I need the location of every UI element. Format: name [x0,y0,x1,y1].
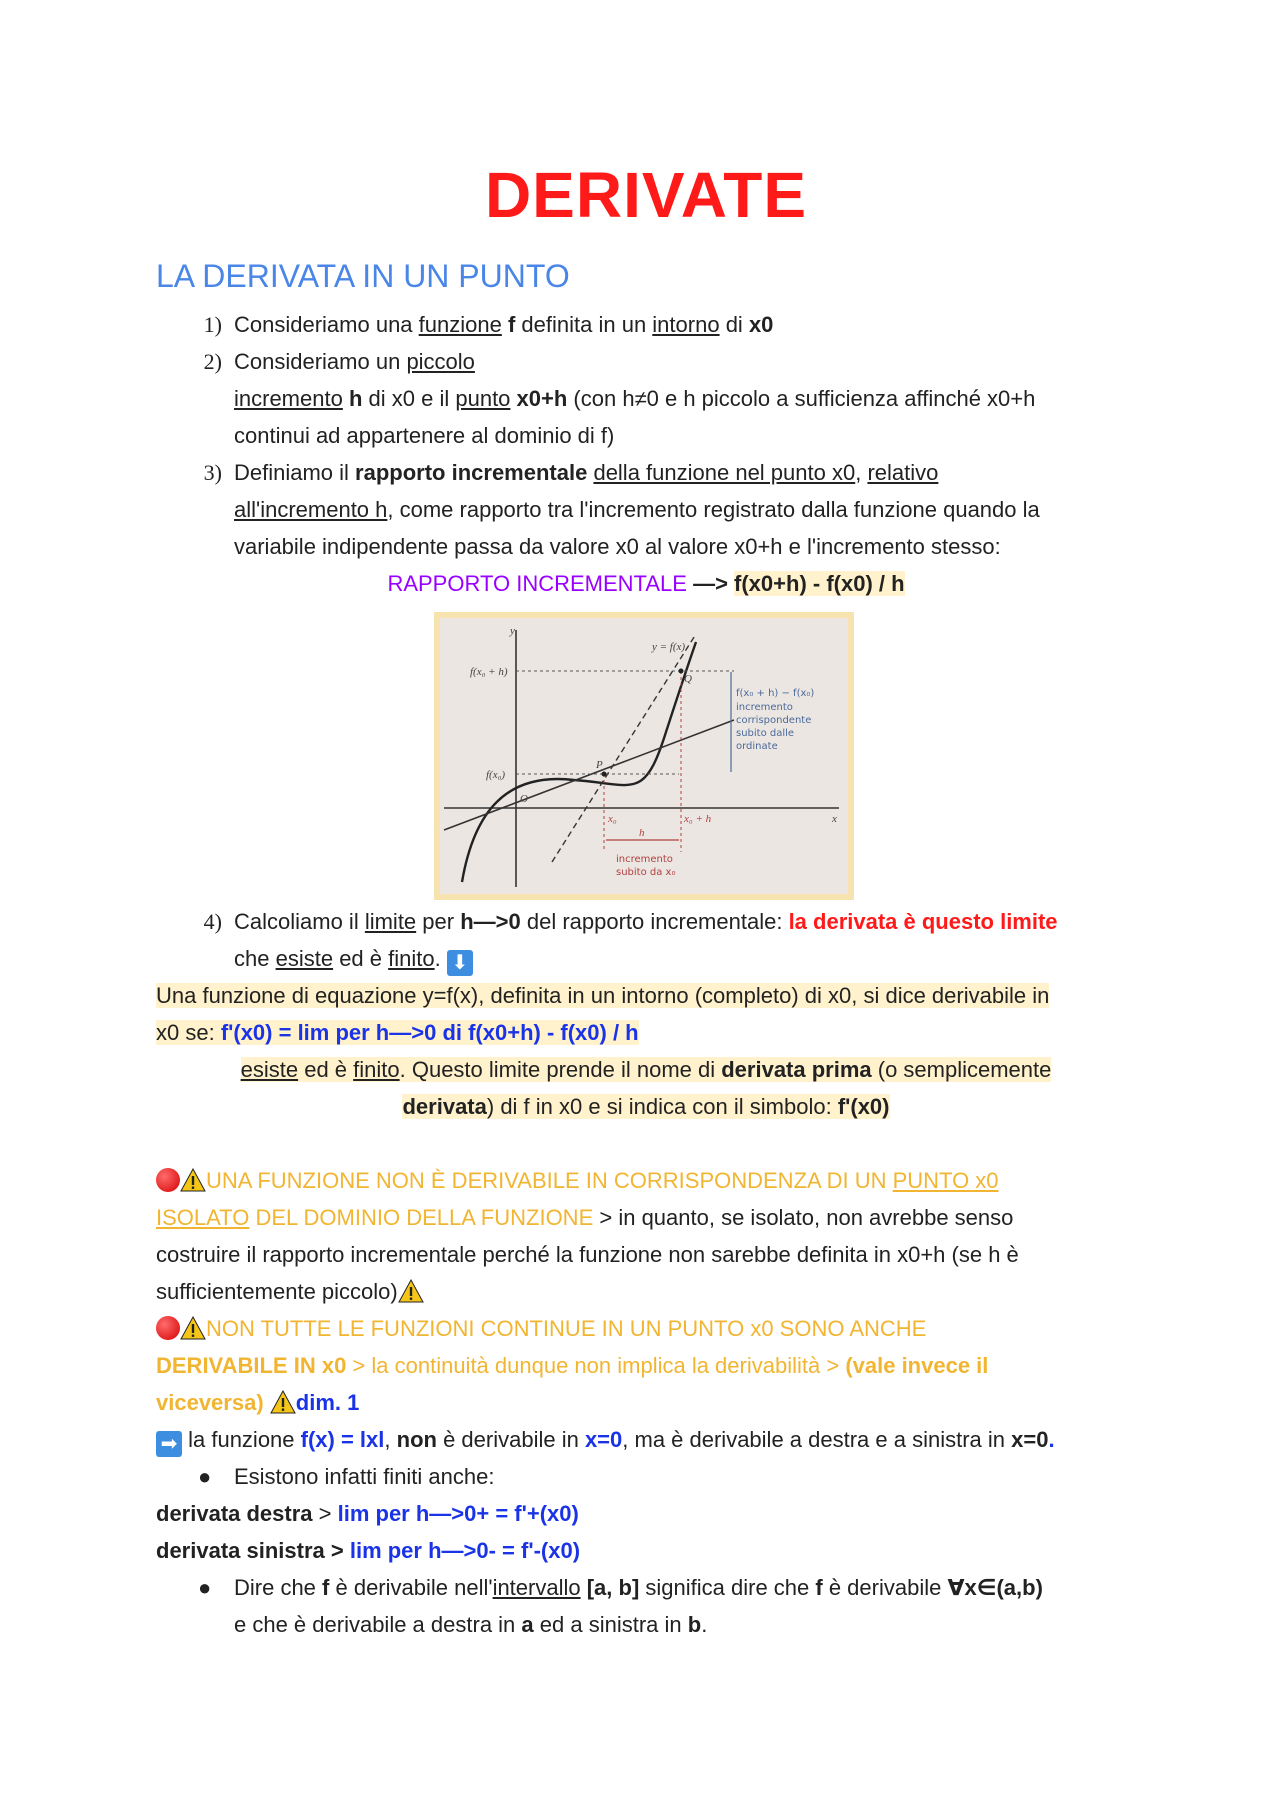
text: , come rapporto tra l'incremento registrato dalla funzione quando la [387,497,1040,522]
warning-icon [180,1168,206,1192]
text: f [815,1575,823,1600]
label-x: x [832,813,837,825]
text: > la continuità dunque non implica la derivabilità > [346,1353,846,1378]
text: derivata destra [156,1501,313,1526]
text: incremento [234,386,343,411]
text: intervallo [492,1575,581,1600]
warning-2-line-3 [156,1385,359,1421]
text: rapporto incrementale [355,460,588,485]
warning-1-line-4 [156,1274,424,1310]
text: finito [388,946,435,971]
label-fx0h: f(x₀ + h) [470,666,508,678]
formula-arrow: —> [686,571,735,596]
text: UNA FUNZIONE NON È DERIVABILE IN CORRISPONDENZA DI UN [206,1168,893,1193]
list-item-4 [234,904,1058,940]
warning-2-line-1 [156,1311,926,1347]
label-origin: O [520,793,528,805]
definition-line-4 [156,1089,1136,1125]
text: funzione [418,312,502,337]
text: lim per h—>0- = f'-(x0) [349,1538,581,1563]
text: è derivabile in [436,1427,585,1452]
warning-1-line-1 [156,1163,999,1199]
text: Definiamo il [234,460,356,485]
text: . [434,946,447,971]
text: del rapporto incrementale: [520,909,789,934]
text: che [234,946,276,971]
text: e che è derivabile a destra in [234,1612,522,1637]
text: finito [353,1057,400,1082]
text: è derivabile [822,1575,948,1600]
text: a [521,1612,534,1637]
text: Consideriamo un [234,349,407,374]
warning-1-line-2 [156,1200,1013,1236]
list-item-2-line-3: continui ad appartenere al dominio di f) [234,423,615,448]
text: x=0 [1011,1427,1049,1452]
text: per [416,909,461,934]
text: [a, b] [586,1575,640,1600]
text: ed è [333,946,389,971]
text: x=0 [584,1427,623,1452]
text: , [855,460,868,485]
red-circle-icon [156,1316,180,1340]
list-number: 3) [203,460,222,485]
warning-icon [180,1316,206,1340]
text: relativo [867,460,939,485]
text: ISOLATO [156,1205,250,1230]
label-increment-y-3: subito dalle [736,728,795,739]
text: b [687,1612,702,1637]
label-increment-y-1: incremento [736,702,793,713]
text: (con h≠0 e h piccolo a sufficienza affinché x0+h [567,386,1036,411]
warning-2-line-2 [156,1348,988,1384]
text: (o semplicemente [871,1057,1052,1082]
incremental-ratio-formula [156,566,1136,602]
text: di x0 e il [362,386,456,411]
text: dim. 1 [295,1390,360,1415]
text: derivata prima [721,1057,872,1082]
text: h—>0 [460,909,521,934]
label-q: Q [684,673,692,685]
formula-label: RAPPORTO INCREMENTALE [387,571,687,596]
text: non [396,1427,437,1452]
text: DEL DOMINIO DELLA FUNZIONE [249,1205,594,1230]
arrow-right-icon: ➡ [156,1431,182,1457]
list-item-4-line-2 [234,941,473,977]
text: limite [364,909,417,934]
right-derivative [156,1496,579,1532]
label-increment-y-0: f(x₀ + h) − f(x₀) [736,688,815,699]
text: > [593,1205,619,1230]
incremental-ratio-figure [434,612,854,900]
definition-line-1 [156,978,1049,1014]
label-x0: x₀ [608,813,617,825]
text: Consideriamo una [234,312,419,337]
definition-highlight [402,1094,889,1119]
list-item-3-line-3: variabile indipendente passa da valore x0 al valore x0+h e l'incremento stesso: [234,534,1001,559]
text: Calcoliamo il [234,909,365,934]
definition-highlight [241,1057,1052,1082]
text: Dire che [234,1575,323,1600]
bullet-1: Esistono infatti finiti anche: [234,1464,495,1489]
label-y: y [510,625,515,637]
text: è derivabile nell' [329,1575,493,1600]
derivative-formula: f'(x0) = lim per h—>0 di f(x0+h) - f(x0) / h [220,1020,639,1045]
text: x0+h [516,386,568,411]
text: della funzione nel punto x0 [593,460,856,485]
text: piccolo [406,349,475,374]
definition-line-3 [156,1052,1136,1088]
text: punto [455,386,511,411]
text: > [312,1501,338,1526]
bullet-icon: ● [198,1464,212,1489]
text: (vale invece il [845,1353,989,1378]
text: ∀x∈(a,b) [947,1575,1043,1600]
label-h: h [639,827,645,839]
label-p: P [596,759,603,771]
text: f [507,312,516,337]
text: , [384,1427,397,1452]
text: la derivata è questo limite [788,909,1058,934]
label-increment-x-1: incremento [616,854,673,865]
definition-highlight [156,1020,639,1045]
red-circle-icon [156,1168,180,1192]
text: x0 se: [156,1020,221,1045]
text: in quanto, se isolato, non avrebbe senso [618,1205,1014,1230]
list-number: 1) [203,312,222,337]
text: DERIVABILE IN x0 [156,1353,347,1378]
photo-background [440,618,848,894]
text: h [348,386,363,411]
list-number: 4) [203,909,222,934]
text: viceversa) [156,1390,264,1415]
graph-svg [434,612,854,900]
label-x0h: x₀ + h [684,813,712,825]
text: . [1048,1427,1055,1452]
example-line [156,1422,1055,1458]
label-increment-x-2: subito da x₀ [616,867,676,878]
section-heading: LA DERIVATA IN UN PUNTO [156,258,570,294]
warning-1-line-3: costruire il rapporto incrementale perché la funzione non sarebbe definita in x0+h (se h è [156,1242,1019,1267]
text: ed è [298,1057,354,1082]
text: intorno [652,312,720,337]
text: f'(x0) [837,1094,890,1119]
label-increment-y-4: ordinate [736,741,778,752]
label-curve: y = f(x) [652,641,686,653]
text: x0 [748,312,774,337]
text: f [322,1575,330,1600]
text: esiste [240,1057,299,1082]
text: lim per h—>0+ = f'+(x0) [337,1501,579,1526]
text: derivata [402,1094,487,1119]
text: significa dire che [639,1575,816,1600]
label-fx0: f(x₀) [486,769,506,781]
text: Una funzione di equazione y=f(x), definita in un intorno (completo) di x0, si dice derivabile in [156,983,1050,1008]
text: , ma è derivabile a destra e a sinistra in [622,1427,1012,1452]
bullet-2 [234,1570,1043,1606]
page-title: DERIVATE [484,159,808,231]
text: PUNTO x0 [892,1168,999,1193]
point-q [679,669,684,674]
text: derivata sinistra > [156,1538,344,1563]
arrow-down-icon: ⬇ [447,950,473,976]
left-derivative [156,1533,580,1569]
text: f(x) = lxl [300,1427,385,1452]
text: . Questo limite prende il nome di [399,1057,722,1082]
label-increment-y-2: corrispondente [736,715,812,726]
list-item-2 [234,344,475,380]
text: definita in un [515,312,653,337]
list-item-1 [234,307,773,343]
text: esiste [275,946,334,971]
list-item-3-line-2 [234,492,1040,528]
list-item-3 [234,455,938,491]
text: ed a sinistra in [533,1612,688,1637]
text: di [719,312,749,337]
text: ) di f in x0 e si indica con il simbolo: [486,1094,838,1119]
warning-icon [398,1279,424,1303]
text: all'incremento h [234,497,388,522]
text: NON TUTTE LE FUNZIONI CONTINUE IN UN PUNTO x0 SONO ANCHE [206,1316,927,1341]
definition-line-2 [156,1015,639,1051]
text: . [701,1612,708,1637]
warning-icon [270,1390,296,1414]
text: la funzione [182,1427,301,1452]
text: sufficientemente piccolo) [156,1279,398,1304]
formula-expression: f(x0+h) - f(x0) / h [734,571,905,596]
point-p [602,772,607,777]
bullet-2-line-2 [234,1607,707,1643]
list-number: 2) [203,349,222,374]
bullet-icon: ● [198,1575,212,1600]
list-item-2-line-2 [234,381,1035,417]
